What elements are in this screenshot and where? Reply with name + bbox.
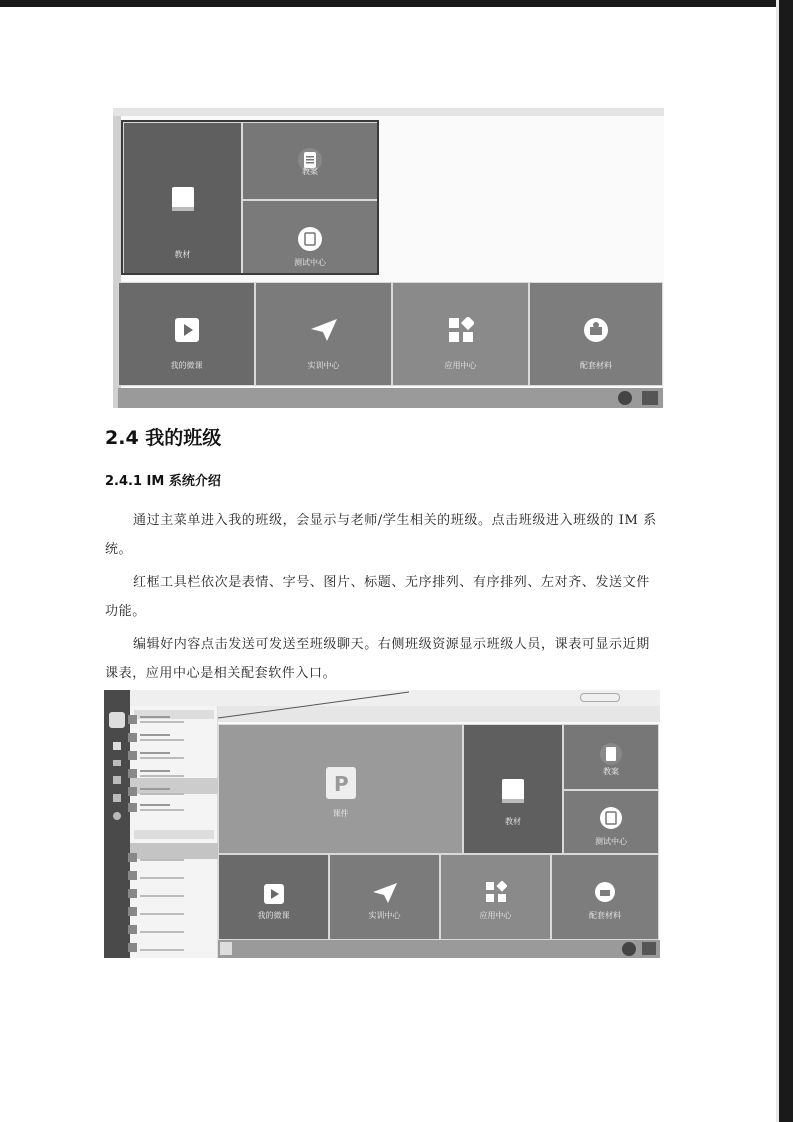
tile-training-center[interactable] — [255, 282, 392, 386]
inbox-icon — [594, 881, 616, 903]
apps-grid-icon — [485, 881, 507, 903]
taskbar — [218, 940, 660, 958]
tile-label: 课件 — [332, 809, 349, 818]
screenshot-app-home-1 — [113, 108, 664, 408]
paper-plane-icon — [371, 881, 399, 905]
play-icon — [174, 317, 200, 343]
paragraph-2: 红框工具栏依次是表情、字号、图片、标题、无序排列、有序排列、左对齐、发送文件功能。 — [105, 575, 650, 619]
settings-icon[interactable] — [622, 942, 636, 956]
subsection-heading: 2.4.1 IM 系统介绍 — [105, 474, 221, 489]
tile-materials[interactable] — [529, 282, 663, 386]
scan-edge-top — [0, 0, 793, 7]
paragraph-1: 通过主菜单进入我的班级，会显示与老师/学生相关的班级。点击班级进入班级的 IM 系统。 — [105, 513, 657, 557]
folder-icon[interactable] — [642, 942, 656, 955]
list-item[interactable] — [118, 886, 202, 901]
annotation-line — [214, 690, 414, 720]
clipboard-icon — [600, 807, 622, 829]
tile-app-center[interactable] — [440, 854, 551, 940]
tile-label: 我的微课 — [170, 361, 203, 370]
list-item[interactable] — [118, 800, 202, 815]
presentation-icon — [324, 765, 358, 801]
tile-label: 测试中心 — [595, 837, 627, 846]
list-item[interactable] — [118, 868, 202, 883]
list-item[interactable] — [118, 940, 202, 955]
book-icon — [500, 777, 526, 805]
tile-label: 实训中心 — [307, 361, 340, 370]
tile-test-center[interactable] — [563, 790, 659, 854]
list-item[interactable] — [118, 850, 202, 865]
list-item[interactable] — [118, 904, 202, 919]
list-item[interactable] — [118, 784, 202, 799]
paragraph-3: 编辑好内容点击发送可发送至班级聊天。右侧班级资源显示班级人员，课表可显示近期课表，应用中心是相关配套软件入口。 — [105, 637, 650, 681]
tile-training-center[interactable] — [329, 854, 440, 940]
tile-lesson-plan[interactable] — [563, 724, 659, 790]
tile-micro-course[interactable] — [218, 854, 329, 940]
list-item[interactable] — [118, 766, 202, 781]
tile-label: 实训中心 — [368, 911, 401, 920]
inbox-icon — [583, 317, 609, 343]
window-title-strip — [113, 108, 664, 116]
folder-icon[interactable] — [642, 391, 658, 405]
tile-label: 我的微课 — [257, 911, 290, 920]
tile-label: 配套材料 — [589, 911, 621, 920]
tile-textbook[interactable] — [463, 724, 563, 854]
list-header-2 — [134, 830, 214, 839]
tile-courseware[interactable] — [218, 724, 463, 854]
svg-text:P: P — [333, 772, 349, 796]
tile-label: 应用中心 — [444, 361, 477, 370]
highlight-frame — [121, 120, 379, 275]
tile-materials[interactable] — [551, 854, 659, 940]
document-icon — [600, 743, 622, 765]
scan-edge-right — [779, 0, 793, 1122]
tile-label: 应用中心 — [479, 911, 512, 920]
tile-label: 配套材料 — [580, 361, 612, 370]
apps-grid-icon — [448, 317, 474, 343]
user-menu[interactable] — [580, 693, 620, 702]
list-item[interactable] — [118, 748, 202, 763]
tile-micro-course[interactable] — [118, 282, 255, 386]
tile-label: 教材 — [174, 250, 191, 259]
play-icon — [263, 883, 285, 905]
list-item[interactable] — [118, 712, 202, 727]
section-heading: 2.4 我的班级 — [105, 427, 222, 449]
list-item[interactable] — [118, 922, 202, 937]
screenshot-app-home-2 — [104, 690, 660, 958]
tile-label: 教案 — [302, 167, 318, 176]
tile-app-center[interactable] — [392, 282, 529, 386]
settings-icon[interactable] — [618, 391, 632, 405]
list-item[interactable] — [118, 730, 202, 745]
taskbar — [118, 388, 663, 408]
start-icon[interactable] — [220, 942, 232, 955]
tile-label: 测试中心 — [294, 258, 326, 267]
tile-label: 教材 — [505, 817, 521, 826]
tile-label: 教案 — [603, 767, 619, 776]
paper-plane-icon — [309, 317, 339, 343]
